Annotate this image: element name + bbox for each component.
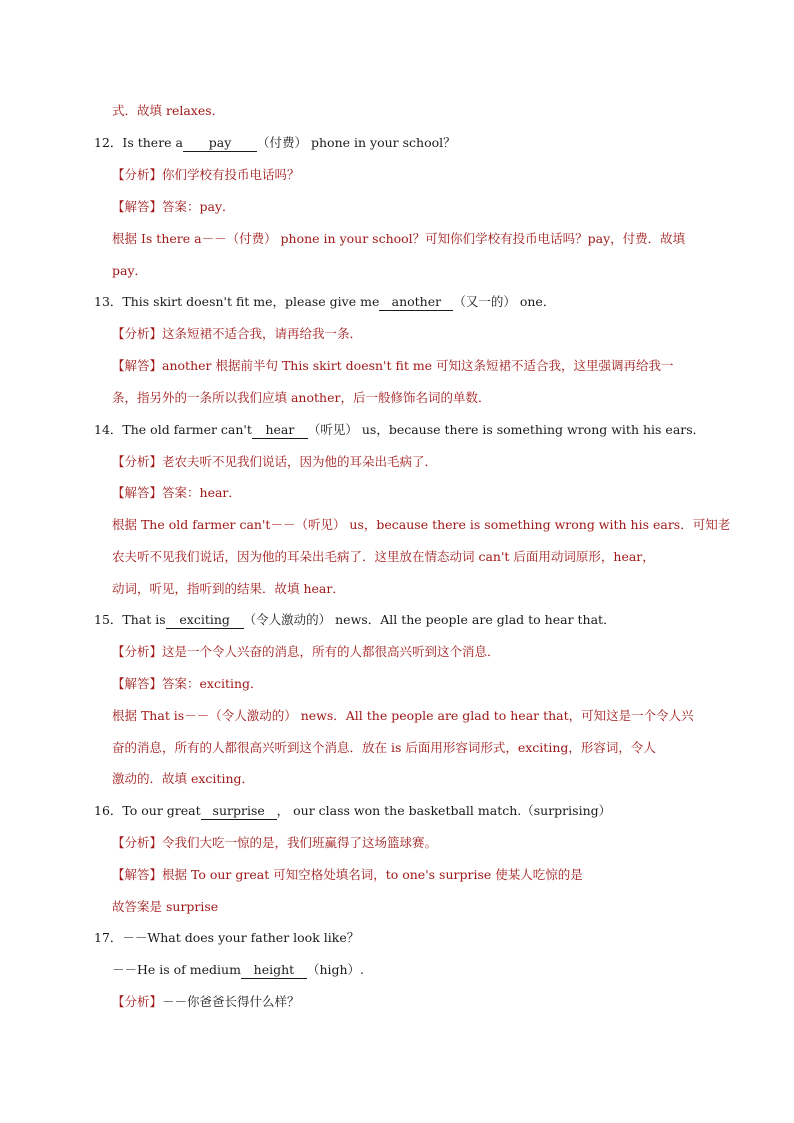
answer-blank: height: [241, 962, 307, 979]
text-span: 奋的消息，所有的人都很高兴听到这个消息．放在 is 后面用形容词形式，exciting，形容词，令人: [112, 740, 656, 755]
answer-blank: hear: [252, 422, 308, 439]
text-span: 13．This skirt doesn't fit me，please give me: [94, 294, 380, 309]
text-span: 14．The old farmer can't: [94, 422, 252, 437]
text-span: （又一的） one．: [453, 294, 556, 309]
text-span: ， our class won the basketball match.（surprising）: [276, 803, 612, 818]
section-tag: 【分析】: [112, 167, 163, 182]
answer-blank: exciting: [166, 612, 244, 629]
section-tag: 【解答】: [112, 867, 163, 882]
text-span: 动词，听见，指听到的结果．故填 hear．: [112, 581, 345, 596]
text-span: 你们学校有投币电话吗？: [162, 167, 300, 182]
text-span: （付费） phone in your school？: [257, 135, 456, 150]
text-span: 15．That is: [94, 612, 166, 627]
text-line: [112, 769, 254, 789]
answer-15: [112, 674, 263, 694]
text-line: [112, 261, 147, 281]
text-span: 这是一个令人兴奋的消息，所有的人都很高兴听到这个消息．: [162, 644, 500, 659]
text-span: 12．Is there a: [94, 135, 184, 150]
text-span: 答案：hear．: [162, 485, 241, 500]
text-span: －－你爸爸长得什么样？: [162, 994, 300, 1009]
question-13: [94, 292, 555, 312]
section-tag: 【分析】: [112, 454, 163, 469]
answer-16: [112, 865, 583, 885]
analysis-17: [112, 992, 300, 1012]
analysis-16: [112, 833, 437, 853]
text-span: 根据 That is－－（令人激动的） news．All the people are glad to hear that，可知这是一个令人兴: [112, 708, 694, 723]
text-line: [112, 229, 685, 249]
answer-blank: surprise: [201, 803, 277, 820]
text-span: 条，指另外的一条所以我们应填 another，后一般修饰名词的单数．: [112, 390, 491, 405]
section-tag: 【分析】: [112, 835, 163, 850]
analysis-14: [112, 452, 437, 472]
text-line: [112, 579, 345, 599]
text-line: [112, 515, 730, 535]
text-line: [112, 738, 656, 758]
question-15: [94, 610, 616, 630]
text-span: 答案：exciting．: [162, 676, 263, 691]
dialogue-line: [112, 960, 364, 980]
text-line: [112, 897, 218, 917]
answer-12: [112, 197, 235, 217]
text-span: 故答案是 surprise: [112, 899, 219, 914]
analysis-13: [112, 324, 362, 344]
answer-blank: another: [379, 294, 453, 311]
text-line: [112, 101, 224, 121]
text-span: －－He is of medium: [112, 962, 241, 977]
section-tag: 【分析】: [112, 994, 163, 1009]
question-12: [94, 133, 456, 153]
analysis-15: [112, 642, 500, 662]
text-span: 根据 Is there a－－（付费） phone in your school？可知你们学校有投币电话吗？pay，付费．故填: [112, 231, 686, 246]
text-span: 式．故填 relaxes．: [112, 103, 225, 118]
text-span: 根据 To our great 可知空格处填名词，to one's surprise 使某人吃惊的是: [162, 867, 583, 882]
section-tag: 【解答】: [112, 358, 163, 373]
text-span: 这条短裙不适合我，请再给我一条．: [162, 326, 363, 341]
text-span: 17．－－What does your father look like？: [94, 930, 360, 945]
answer-14: [112, 483, 241, 503]
section-tag: 【解答】: [112, 199, 163, 214]
text-span: 16．To our great: [94, 803, 201, 818]
text-span: （high）.: [306, 962, 365, 977]
text-span: （令人激动的） news．All the people are glad to hear that．: [243, 612, 616, 627]
analysis-12: [112, 165, 300, 185]
question-17: [94, 928, 359, 948]
text-span: 激动的．故填 exciting．: [112, 771, 254, 786]
section-tag: 【解答】: [112, 676, 163, 691]
text-span: pay．: [112, 263, 148, 278]
text-line: [112, 706, 694, 726]
text-span: （听见） us，because there is something wrong with his ears．: [307, 422, 706, 437]
section-tag: 【分析】: [112, 644, 163, 659]
text-line: [112, 547, 655, 567]
section-tag: 【分析】: [112, 326, 163, 341]
text-span: 农夫听不见我们说话，因为他的耳朵出毛病了．这里放在情态动词 can't 后面用动词原形，hear，: [112, 549, 655, 564]
answer-blank: pay: [183, 135, 257, 152]
text-line: [112, 388, 490, 408]
section-tag: 【解答】: [112, 485, 163, 500]
text-span: 答案：pay．: [162, 199, 235, 214]
answer-13: [112, 356, 674, 376]
text-span: 老农夫听不见我们说话，因为他的耳朵出毛病了．: [162, 454, 438, 469]
text-span: 令我们大吃一惊的是，我们班赢得了这场篮球赛。: [162, 835, 438, 850]
text-span: 根据 The old farmer can't－－（听见） us，because there is something wrong with his ears．可知老: [112, 517, 731, 532]
question-16: [94, 801, 611, 821]
text-span: another 根据前半句 This skirt doesn't fit me 可知这条短裙不适合我，这里强调再给我一: [162, 358, 674, 373]
question-14: [94, 420, 705, 440]
